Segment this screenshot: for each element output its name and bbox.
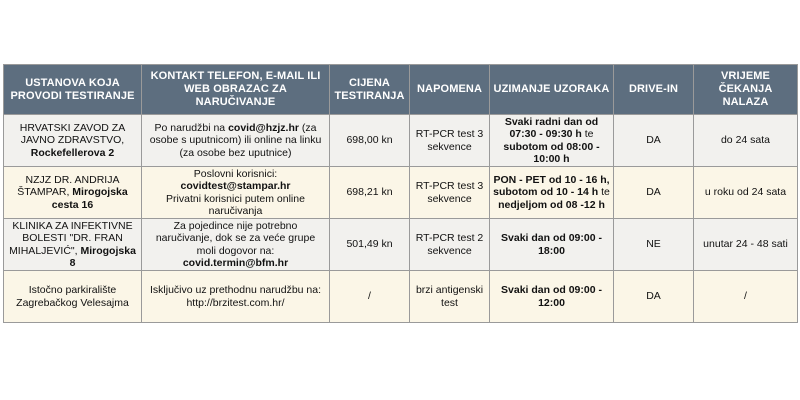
- contact-text-pre: Za pojedince nije potrebno naručivanje, dok se za veće grupe moli dogovor na:: [155, 219, 316, 257]
- table-row: [4, 271, 798, 323]
- table-row: [4, 167, 798, 219]
- header-note: NAPOMENA: [410, 65, 490, 115]
- sampling-connector: te: [598, 186, 610, 199]
- cell-institution: [4, 271, 142, 323]
- contact-email: covidtest@stampar.hr: [180, 180, 291, 192]
- cell-institution: [4, 219, 142, 271]
- cell-contact: [142, 271, 330, 323]
- cell-sampling: [490, 219, 614, 271]
- cell-price: 501,49 kn: [330, 219, 410, 271]
- institution-name: NZJZ DR. ANDRIJA ŠTAMPAR,: [17, 173, 120, 199]
- sampling-weekend: subotom od 08:00 - 10:00 h: [503, 140, 600, 165]
- cell-price: /: [330, 271, 410, 323]
- cell-wait-time: u roku od 24 sata: [694, 167, 798, 219]
- cell-wait-time: do 24 sata: [694, 115, 798, 167]
- contact-text-post: Privatni korisnici putem online naručivanja: [166, 192, 305, 217]
- testing-sites-table-container: [3, 64, 797, 323]
- header-sampling: UZIMANJE UZORAKA: [490, 65, 614, 115]
- sampling-connector: te: [581, 128, 594, 140]
- cell-sampling: [490, 115, 614, 167]
- institution-name: Istočno parkiralište Zagrebačkog Velesajma: [16, 284, 129, 309]
- cell-drive-in: DA: [614, 167, 694, 219]
- sampling-daily: Svaki dan od 09:00 - 18:00: [501, 232, 602, 257]
- contact-text-post: (za osobe s uputnicom) ili online na linku (za osobe bez uputnice): [149, 121, 322, 159]
- cell-note: RT-PCR test 3 sekvence: [410, 115, 490, 167]
- contact-text-pre: Isključivo uz prethodnu narudžbu na: http://brzitest.com.hr/: [149, 284, 322, 309]
- header-institution: USTANOVA KOJA PROVODI TESTIRANJE: [4, 65, 142, 115]
- header-contact: KONTAKT TELEFON, E-MAIL ILI WEB OBRAZAC ZA NARUČIVANJE: [142, 65, 330, 115]
- testing-sites-table: [3, 64, 798, 323]
- cell-sampling: [490, 271, 614, 323]
- sampling-weekday: PON - PET od 10 - 16 h, subotom od 10 - 14 h: [493, 173, 610, 199]
- contact-email: covid@hzjz.hr: [228, 121, 299, 134]
- cell-wait-time: /: [694, 271, 798, 323]
- cell-institution: [4, 115, 142, 167]
- institution-address: Mirogojska 8: [69, 244, 136, 269]
- cell-sampling: [490, 167, 614, 219]
- cell-drive-in: DA: [614, 271, 694, 323]
- cell-institution: [4, 167, 142, 219]
- contact-label: Poslovni korisnici:: [193, 167, 278, 180]
- cell-wait-time: unutar 24 - 48 sati: [694, 219, 798, 271]
- cell-note: brzi antigenski test: [410, 271, 490, 323]
- cell-contact: [142, 115, 330, 167]
- table-row: [4, 115, 798, 167]
- sampling-weekend: nedjeljom od 08 -12 h: [498, 198, 605, 211]
- cell-drive-in: NE: [614, 219, 694, 271]
- cell-price: 698,00 kn: [330, 115, 410, 167]
- contact-email: covid.termin@bfm.hr: [182, 257, 289, 269]
- cell-contact: [142, 219, 330, 271]
- cell-note: RT-PCR test 3 sekvence: [410, 167, 490, 219]
- institution-name: HRVATSKI ZAVOD ZA JAVNO ZDRAVSTVO,: [19, 121, 126, 147]
- cell-drive-in: DA: [614, 115, 694, 167]
- header-row: [4, 65, 798, 115]
- header-wait-time: VRIJEME ČEKANJA NALAZA: [694, 65, 798, 115]
- institution-name: KLINIKA ZA INFEKTIVNE BOLESTI "DR. FRAN MIHALJEVIĆ",: [9, 219, 133, 257]
- header-drive-in: DRIVE-IN: [614, 65, 694, 115]
- sampling-daily: Svaki dan od 09:00 - 12:00: [501, 284, 602, 309]
- header-price: CIJENA TESTIRANJA: [330, 65, 410, 115]
- cell-price: 698,21 kn: [330, 167, 410, 219]
- institution-address: Rockefellerova 2: [30, 146, 115, 159]
- cell-contact: [142, 167, 330, 219]
- institution-address: Mirogojska cesta 16: [51, 186, 128, 211]
- sampling-weekday: Svaki radni dan od 07:30 - 09:30 h: [504, 115, 599, 140]
- cell-note: RT-PCR test 2 sekvence: [410, 219, 490, 271]
- contact-text-pre: Po narudžbi na: [154, 121, 229, 134]
- table-row: [4, 219, 798, 271]
